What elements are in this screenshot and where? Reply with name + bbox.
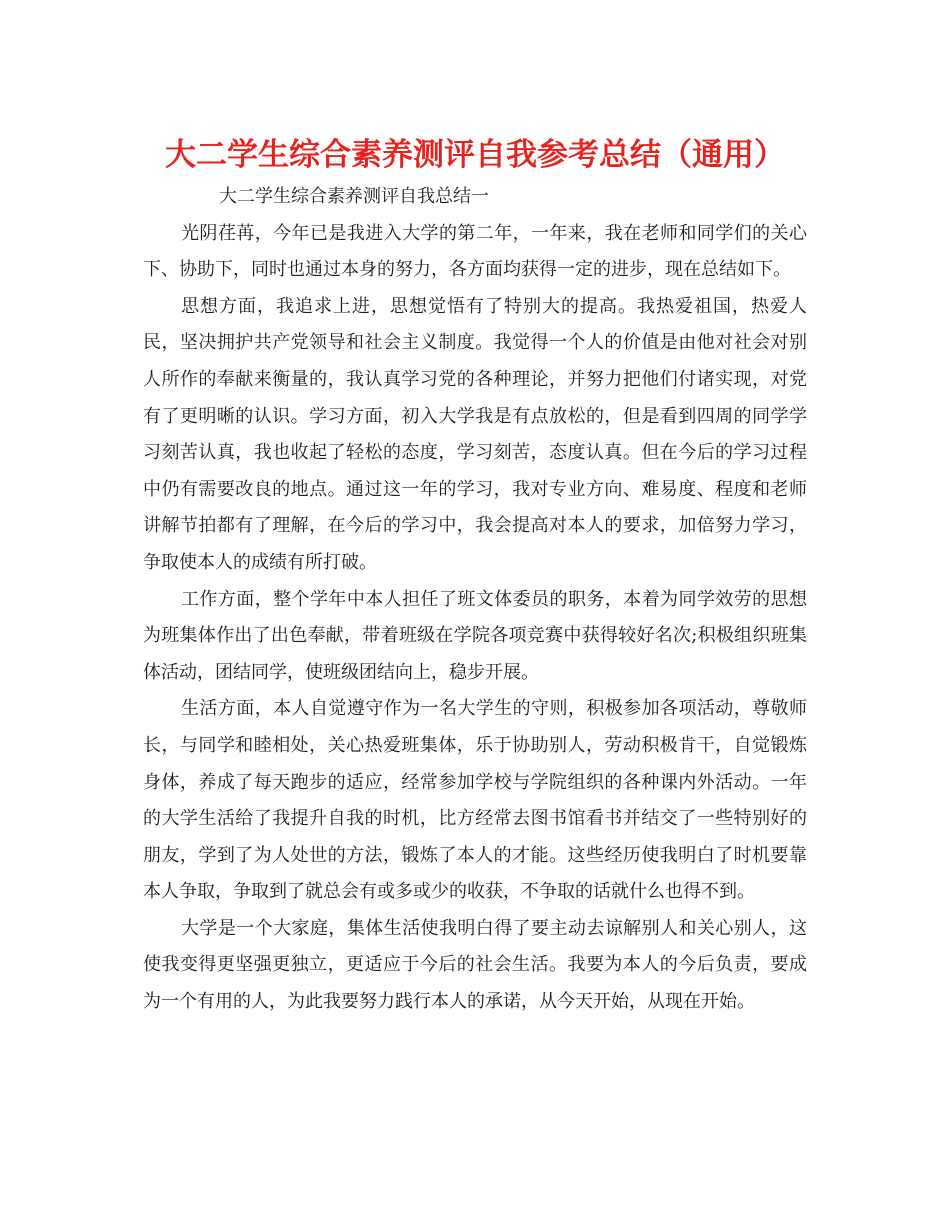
paragraph-intro: 光阴荏苒，今年已是我进入大学的第二年，一年来，我在老师和同学们的关心下、协助下，同时也通过本身的努力，各方面均获得一定的进步，现在总结如下。: [143, 222, 807, 281]
section-subheading-text: 大二学生综合素养测评自我总结一: [219, 186, 489, 207]
paragraph-life: 生活方面，本人自觉遵守作为一名大学生的守则，积极参加各项活动，尊敬师长，与同学和睦相处，关心热爱班集体，乐于协助别人，劳动积极肯干，自觉锻炼身体，养成了每天跑步的适应，经常参加学校与学院组织的各种课内外活动。一年的大学生活给了我提升自我的时机，比方经常去图书馆看书并结交了一些特别好的朋友，学到了为人处世的方法，锻炼了本人的才能。这些经历使我明白了时机要靠本人争取，争取到了就总会有或多或少的收获，不争取的话就什么也得不到。: [143, 698, 807, 903]
paragraph-work: 工作方面，整个学年中本人担任了班文体委员的职务，本着为同学效劳的思想为班集体作出了出色奉献，带着班级在学院各项竞赛中获得较好名次;积极组织班集体活动，团结同学，使班级团结向上，稳步开展。: [143, 588, 807, 683]
section-subheading: [143, 179, 807, 216]
document-body: [143, 179, 807, 1021]
document-title: 大二学生综合素养测评自我参考总结（通用）: [165, 137, 785, 173]
paragraph-thought-study: 思想方面，我追求上进，思想觉悟有了特别大的提高。我热爱祖国，热爱人民，坚决拥护共产党领导和社会主义制度。我觉得一个人的价值是由他对社会对别人所作的奉献来衡量的，我认真学习党的各种理论，并努力把他们付诸实现，对党有了更明晰的认识。学习方面，初入大学我是有点放松的，但是看到四周的同学学习刻苦认真，我也收起了轻松的态度，学习刻苦，态度认真。但在今后的学习过程中仍有需要改良的地点。通过这一年的学习，我对专业方向、难易度、程度和老师讲解节拍都有了理解，在今后的学习中，我会提高对本人的要求，加倍努力学习，争取使本人的成绩有所打破。: [143, 295, 807, 573]
paragraph-conclusion: 大学是一个大家庭，集体生活使我明白得了要主动去谅解别人和关心别人，这使我变得更坚强更独立，更适应于今后的社会生活。我要为本人的今后负责，要成为一个有用的人，为此我要努力践行本人的承诺，从今天开始，从现在开始。: [143, 917, 807, 1013]
